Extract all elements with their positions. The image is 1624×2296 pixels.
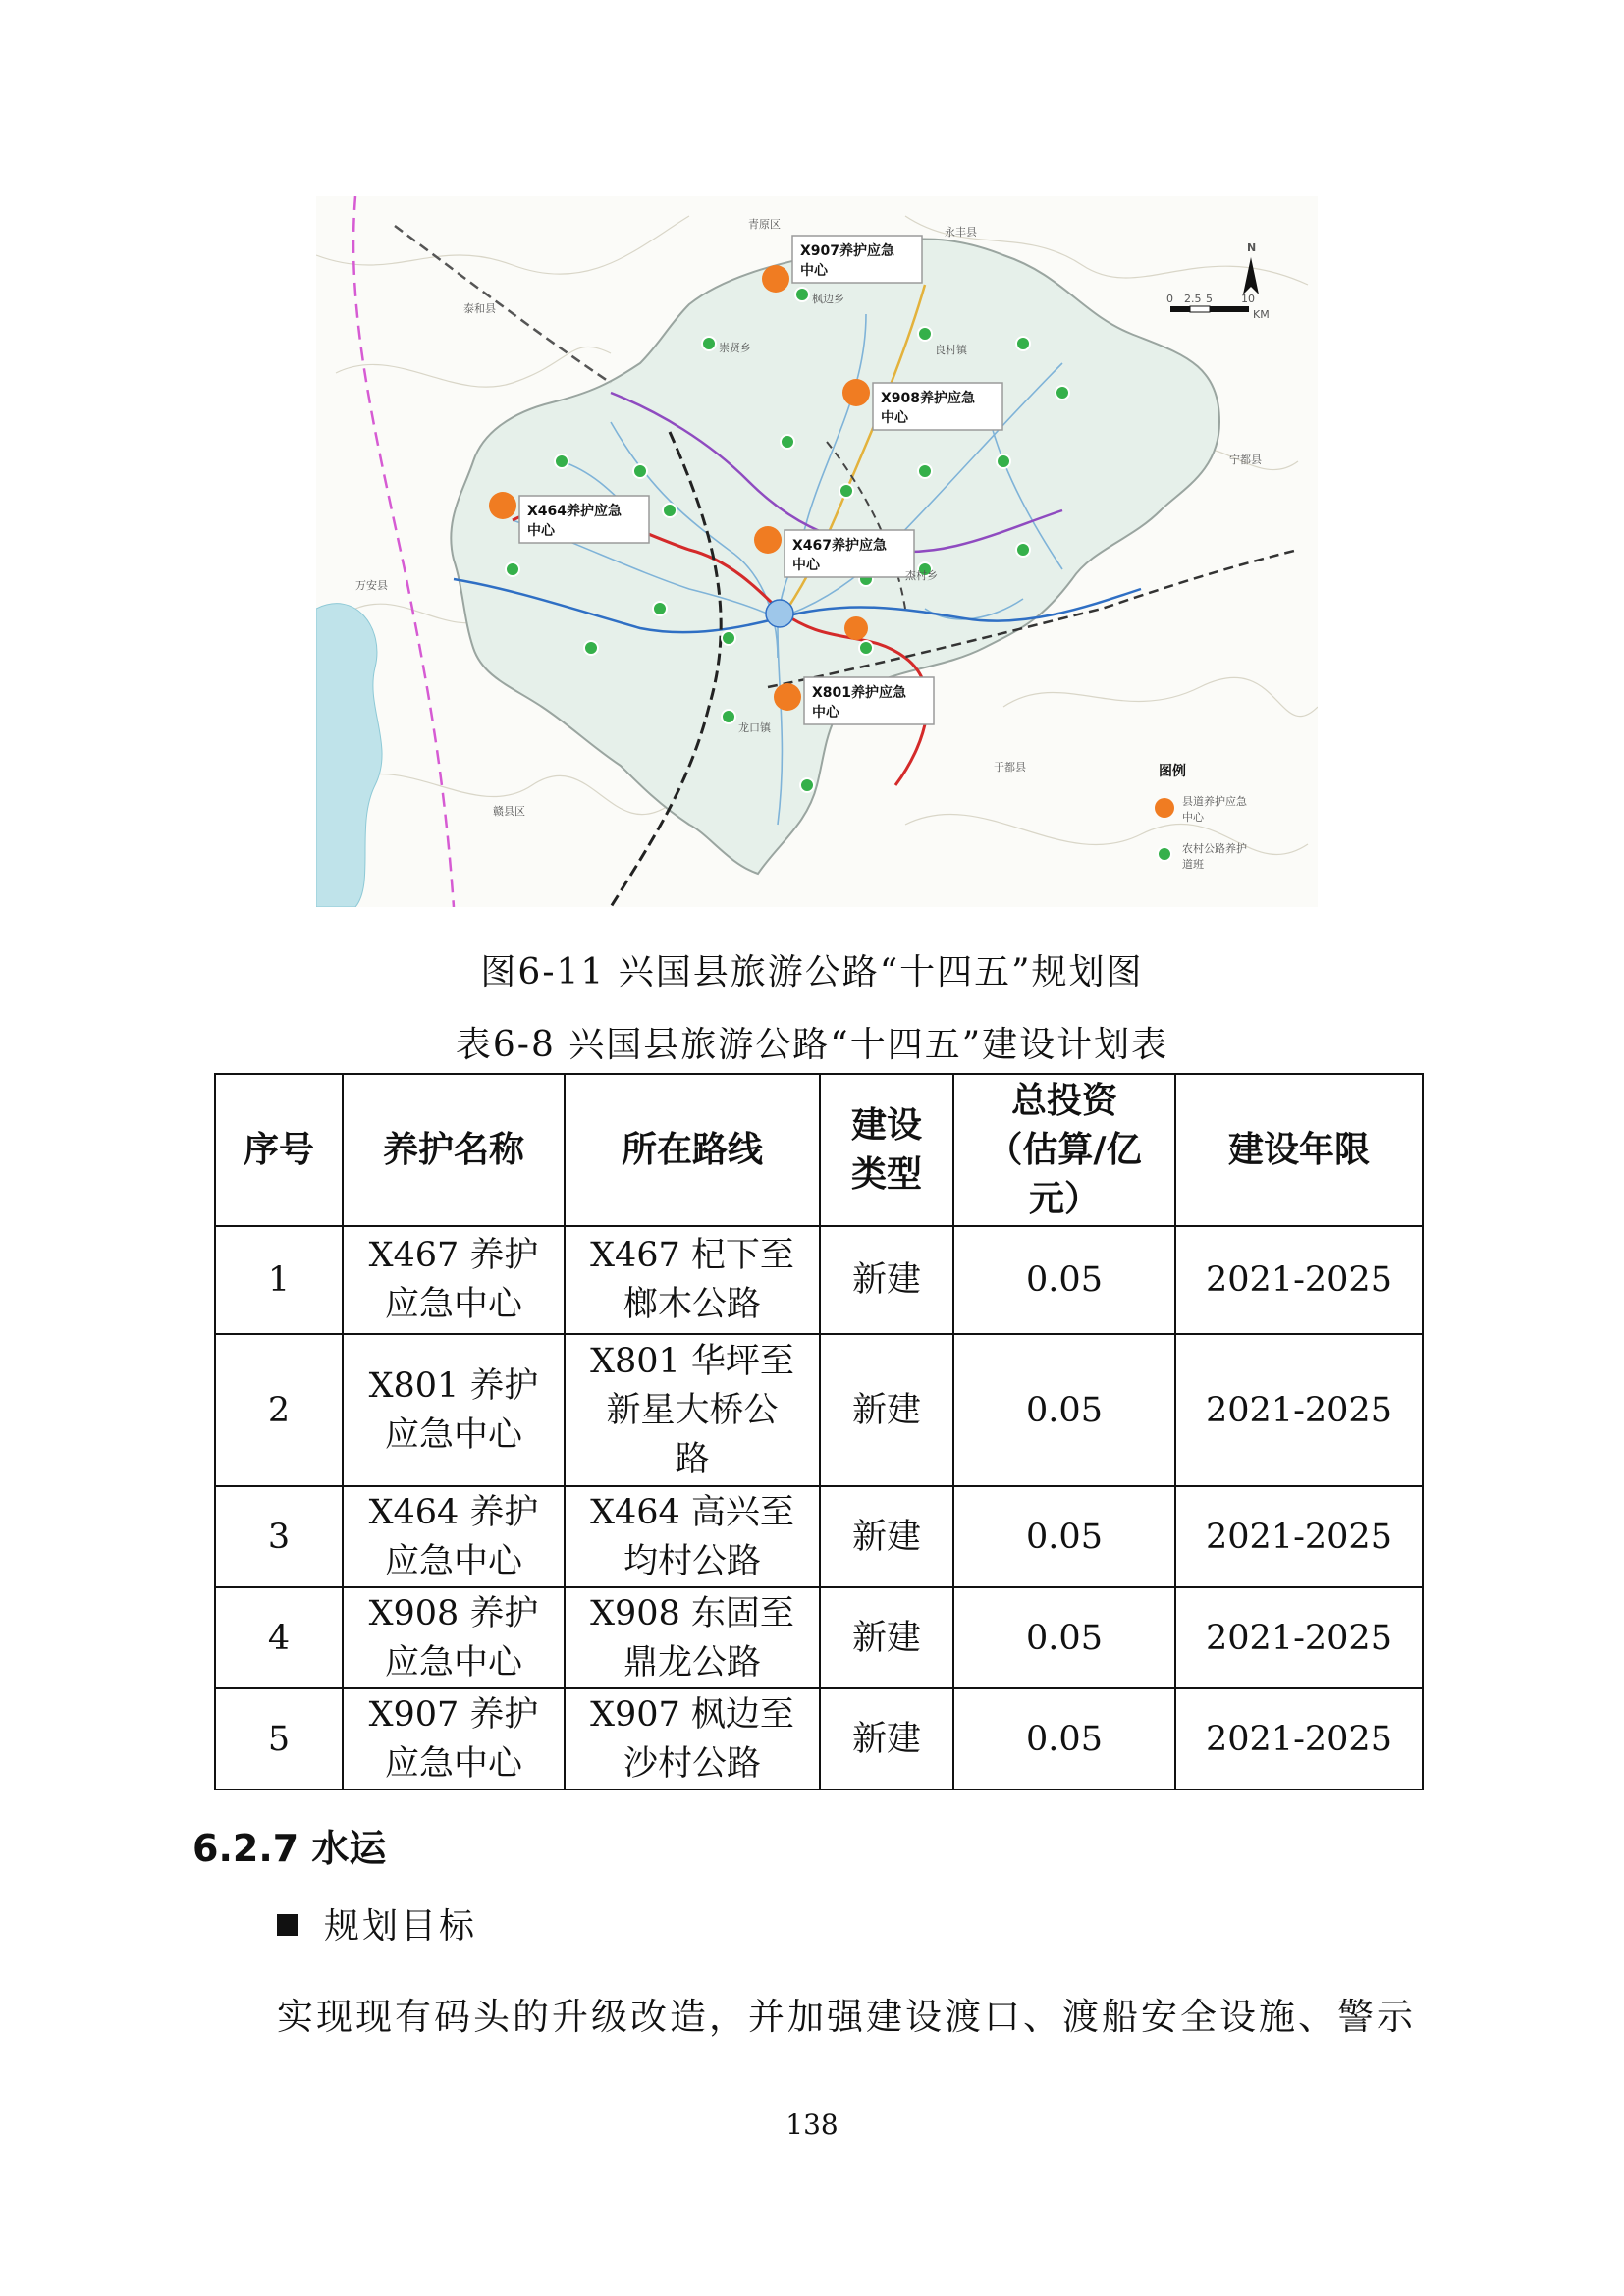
svg-text:X907养护应急: X907养护应急 [800,243,895,259]
svg-text:KM: KM [1253,308,1270,321]
place-label: 泰和县 [463,302,496,315]
cell-name: X908 养护 应急中心 [343,1587,565,1688]
cell-investment: 0.05 [953,1587,1175,1688]
table-row [215,1226,1423,1334]
railway-north [395,226,611,383]
svg-text:中心: 中心 [527,523,555,539]
svg-text:X801养护应急: X801养护应急 [812,685,907,701]
cell-name: X801 养护 应急中心 [343,1334,565,1486]
cell-type: 新建 [820,1688,953,1789]
body-paragraph: 实现现有码头的升级改造，并加强建设渡口、渡船安全设施、警示 [277,1996,1416,2038]
table-header-row [215,1074,1423,1226]
svg-text:县道养护应急: 县道养护应急 [1182,795,1247,808]
place-label: 于都县 [994,761,1026,774]
svg-text:中心: 中心 [812,705,839,721]
cell-type: 新建 [820,1226,953,1334]
place-label: 崇贤乡 [719,342,751,354]
bullet-text: 规划目标 [324,1906,478,1947]
header-years: 建设年限 [1175,1074,1423,1226]
county-seat-marker [766,600,793,627]
svg-text:中心: 中心 [800,263,828,279]
maintenance-center-icon [842,379,870,406]
svg-text:中心: 中心 [792,558,820,573]
cell-route: X467 杞下至 榔木公路 [565,1226,820,1334]
svg-text:中心: 中心 [881,410,908,426]
table-row [215,1688,1423,1789]
svg-text:2.5: 2.5 [1184,293,1202,305]
svg-text:中心: 中心 [1182,811,1204,824]
place-label: 青原区 [748,218,781,231]
place-label: 永丰县 [945,226,977,239]
place-label: 良村镇 [935,344,967,356]
cell-years: 2021-2025 [1175,1334,1423,1486]
maintenance-center-icon [844,616,868,640]
svg-text:10: 10 [1241,293,1255,305]
place-label: 赣县区 [493,805,525,818]
svg-text:X464养护应急: X464养护应急 [527,504,623,519]
north-arrow [1243,241,1259,294]
cell-name: X907 养护 应急中心 [343,1688,565,1789]
maintenance-center-icon [489,492,516,519]
cell-investment: 0.05 [953,1226,1175,1334]
cell-route: X464 高兴至 均村公路 [565,1486,820,1587]
legend-station-icon [1158,847,1171,861]
page-number: 138 [785,2109,839,2141]
place-label: 龙口镇 [738,721,771,734]
reservoir-shape [316,604,382,907]
cell-years: 2021-2025 [1175,1486,1423,1587]
cell-seq: 5 [215,1688,343,1789]
maintenance-center-icon [774,683,801,711]
cell-seq: 4 [215,1587,343,1688]
map-legend [1155,763,1248,871]
header-type: 建设 类型 [820,1074,953,1226]
svg-text:X908养护应急: X908养护应急 [881,391,976,406]
svg-text:农村公路养护: 农村公路养护 [1182,842,1247,855]
cell-seq: 1 [215,1226,343,1334]
table-row [215,1587,1423,1688]
cell-investment: 0.05 [953,1486,1175,1587]
maintenance-center-icon [762,265,789,293]
figure-caption: 图6-11 兴国县旅游公路“十四五”规划图 [480,952,1144,992]
cell-route: X907 枫边至 沙村公路 [565,1688,820,1789]
cell-route: X908 东固至 鼎龙公路 [565,1587,820,1688]
svg-text:N: N [1247,241,1257,254]
header-seq: 序号 [215,1074,343,1226]
cell-seq: 3 [215,1486,343,1587]
scale-bar [1166,293,1270,321]
legend-title: 图例 [1159,764,1186,779]
cell-type: 新建 [820,1486,953,1587]
header-name: 养护名称 [343,1074,565,1226]
svg-text:X467养护应急: X467养护应急 [792,538,888,554]
cell-investment: 0.05 [953,1688,1175,1789]
cell-name: X467 养护 应急中心 [343,1226,565,1334]
legend-center-icon [1155,798,1174,818]
place-label: 杰村乡 [905,569,938,582]
place-label: 枫边乡 [812,293,844,305]
table-row [215,1486,1423,1587]
bullet-item [277,1898,477,1949]
section-heading: 6.2.7 水运 [192,1827,387,1870]
cell-years: 2021-2025 [1175,1587,1423,1688]
place-label: 宁都县 [1229,454,1262,466]
svg-text:道班: 道班 [1182,858,1204,871]
center-east [844,616,868,640]
construction-plan-table [214,1073,1424,1790]
svg-text:5: 5 [1206,293,1213,305]
cell-years: 2021-2025 [1175,1226,1423,1334]
cell-route: X801 华坪至 新星大桥公 路 [565,1334,820,1486]
cell-type: 新建 [820,1587,953,1688]
map-figure [316,196,1318,907]
svg-text:0: 0 [1166,293,1173,305]
cell-seq: 2 [215,1334,343,1486]
header-investment: 总投资 （估算/亿 元） [953,1074,1175,1226]
place-label: 万安县 [355,579,388,592]
table-caption: 表6-8 兴国县旅游公路“十四五”建设计划表 [455,1025,1169,1065]
cell-investment: 0.05 [953,1334,1175,1486]
square-bullet-icon [277,1914,298,1936]
header-route: 所在路线 [565,1074,820,1226]
cell-type: 新建 [820,1334,953,1486]
maintenance-center-icon [754,526,782,554]
cell-years: 2021-2025 [1175,1688,1423,1789]
table-row [215,1334,1423,1486]
map-svg [316,196,1318,907]
cell-name: X464 养护 应急中心 [343,1486,565,1587]
